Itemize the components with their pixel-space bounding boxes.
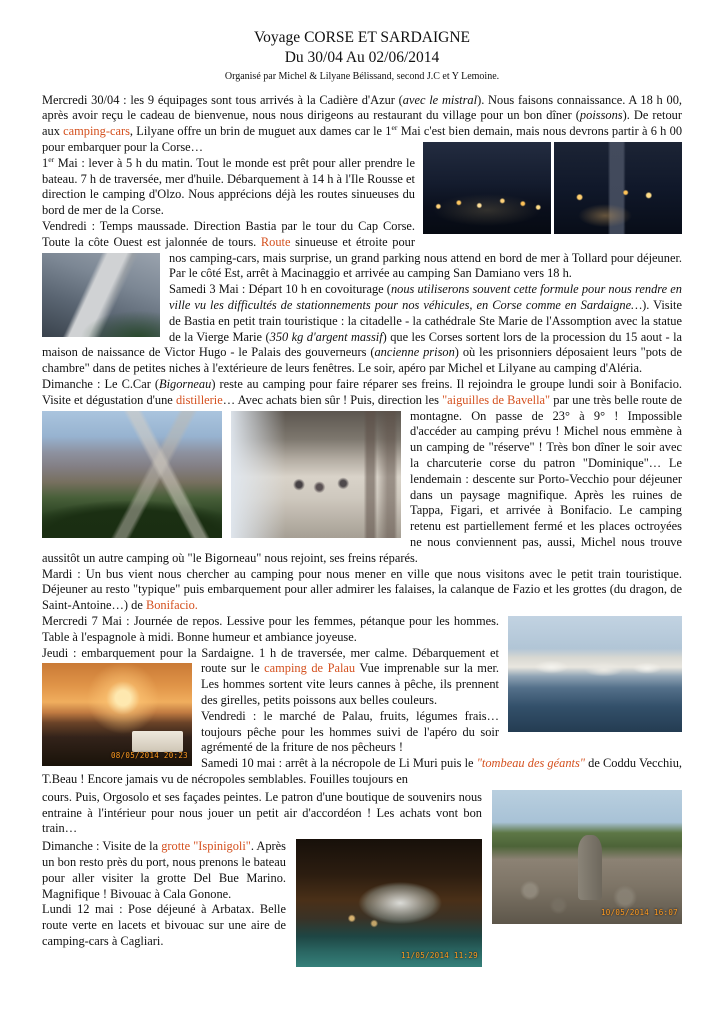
photo-tombeau-des-geants — [492, 790, 682, 924]
text-mercredi-7-mai: Mercredi 7 Mai : Journée de repos. Lessive pour les femmes, pétanque pour les hommes. Table à l'espagnole à midi. Bonne humeur et ambiance joyeuse. — [42, 613, 499, 644]
photo-gallery-visit — [231, 411, 401, 538]
text-vendredi-part2: nous attend en bord de mer à Tollard pour déjeuner. Par le côté Est, arrêt à Macinaggio et arrivée au camping San Damiano vers 18 h. — [169, 250, 682, 281]
document-title: Voyage CORSE ET SARDAIGNE — [253, 29, 470, 46]
photo-group-night-arrival — [423, 142, 682, 234]
standing-stone-shape — [578, 835, 603, 899]
photo-mountain-road — [42, 253, 160, 337]
text-mercredi-30-04-part1: Mercredi 30/04 : les 9 équipages sont tous arrivés à la Cadière d'Azur (avec le mistral). Nous faisons connaissance. A 18 h 00, après avoir reçu le cadeau de bienvenue, nous nous dirigeons au restaurant du village pour un bon dîner (poissons). De retour aux camping-cars, Lilyane offre un brin de muguet aux dames car le 1er Mai c'est bien demain, — [42, 92, 683, 139]
text-lundi-12-mai: Lundi 12 mai : Pose déjeuné à Arbatax. Belle route verte en lacets et bivouac sur une aire de camping-cars à Cagliari. — [42, 902, 286, 948]
paragraph-dimanche-bavella — [42, 377, 682, 567]
text-mercredi-30-04-part2: mais nous devrons partir à 6 h 00 pour embarquer pour la Corse… — [42, 124, 683, 155]
text-1er-mai: 1er Mai : lever à 5 h du matin. Tout le monde est prêt pour aller prendre le bateau. 7 h de traversée, mer d'huile. Débarquement à 14 h à l'Ile Rousse et direction le camping d'Olzo. Nous apprécions déjà les routes sinueuses du bord de mer de la Corse. — [42, 154, 415, 218]
text-orgosolo: cours. Puis, Orgosolo et ses façades peintes. Le patron d'une boutique de souvenirs nous entraine à l'intérieur pour nous jouer un petit air d'accordéon ! Les achats vont bon train… — [42, 789, 482, 836]
cave-text-column — [42, 839, 286, 967]
text-dimanche-grotte: Dimanche : Visite de la grotte "Ispinigoli". Après un bon resto près du port, nous prenons le bateau pour aller visiter la grotte Del Bue Marino. Magnifique ! Bivouac à Cala Gonone. — [42, 839, 286, 901]
photo-timestamp-sunset: 08/05/2014 20:23 — [110, 750, 188, 760]
text-samedi-3-mai: Samedi 3 Mai : Départ 10 h en covoiturage (nous utiliserons souvent cette formule pour nous rendre en ville vu les difficultés de stationnements pour nos véhicules, en Corse comme en Sardaigne…). Visite de Bastia en petit train touristique : la citadelle - la cathédrale Ste Marie de l'Assomption avec la statue de la Vierge Marie (350 kg d'argent massif) que les Corses sortent lors de la procession du 15 aout - la maison de naissance de Victor Hugo - le Palais des gouverneurs (ancienne prison) où les prisonniers déposaient leurs "pots de chambre" dans de petites niches à l'extérieure de leurs fenêtres. Le soir, apéro par Michel et Lilyane au camping d'Aléria. — [42, 282, 683, 376]
paragraph-lundi-12-mai — [42, 902, 286, 949]
photo-timestamp-ruins: 10/05/2014 16:07 — [600, 907, 678, 917]
text-dimanche-part1: Dimanche : Le C.Car (Bigorneau) reste au camping pour faire réparer ses freins. Il rejoindra le groupe lundi soir à Bonifacio. Visite et dégustation d'une distillerie… Avec achats bien sûr ! Puis, direction les "aiguilles de Bavella" par une — [42, 377, 683, 407]
document-body — [42, 93, 682, 967]
paragraph-mardi-bonifacio — [42, 567, 682, 614]
text-jeudi-part1: Jeudi : embarquement pour la Sardaigne. 1 h de traversée, mer calme. Débarquement et route sur le camping de Palau Vue imprenable sur la mer. — [42, 645, 499, 676]
paragraph-orgosolo — [42, 790, 482, 837]
text-mardi-bonifacio: Mardi : Un bus vient nous chercher au camping pour nous mener en ville que nous visitons avec le petit train touristique. Déjeuner au resto "typique" puis embarquement pour aller admirer les falaises, la calanque de Fazio et les grottes (du dragon, de Saint-Antoine…) de Bonifacio. — [42, 566, 682, 613]
bottom-section — [42, 790, 682, 967]
bottom-left-column — [42, 790, 482, 967]
paragraph-mercredi-7-mai — [42, 614, 682, 646]
paragraph-mercredi-30-04 — [42, 93, 682, 156]
photo-grotte — [296, 839, 482, 967]
bottom-right-column — [492, 790, 682, 967]
text-vendredi-marche: Vendredi : le marché de Palau, fruits, légumes frais… toujours pêche pour les hommes suivi de l'apéro du soir agrémenté de la friture de nos pêcheurs ! — [201, 708, 499, 755]
text-vendredi-part1: Vendredi : Temps maussade. Direction Bastia par le tour du Cap Corse. Toute la côte Ouest est jalonnée de tours. Route sinueuse et étroite pour nos camping-cars, mais surprise, un grand parking — [42, 219, 424, 265]
document-dates: Du 30/04 Au 02/06/2014 — [284, 48, 440, 66]
text-samedi-10-mai: Samedi 10 mai : arrêt à la nécropole de Li Muri puis le "tombeau des géants" de Coddu Vecchiu, T.Beau ! Encore jamais vu de nécropoles semblables. Fouilles toujours en — [42, 756, 682, 786]
photo-timestamp-cave: 11/05/2014 11:29 — [400, 951, 478, 961]
document-header — [42, 28, 682, 83]
photo-night-arrival-1 — [423, 142, 551, 234]
cave-row — [42, 839, 482, 967]
photo-night-arrival-2 — [554, 142, 682, 234]
text-dimanche-part2: très belle route de montagne. On passe de 23° à 9° ! Impossible d'accéder au camping prévu ! Michel nous emmène à un camping de "réserve" ! Très bon dîner le soir avec la charcuterie corse du patron "Dominique"… Le lendemain : descente sur Porto-Vecchio pour déjeuner dans un paysage magnifique. Après les ruines de Tappa, Figari, et arrivée à Bonifacio. Le camping retenu est partiellement fermé et les places octroyées ne nous conviennent pas, aussi, Michel nous trouve aussitôt un autre camping où "le Bigorneau" nous rejoint, ses freins réparés. — [42, 392, 682, 565]
paragraph-dimanche-grotte — [42, 839, 286, 902]
photo-bonifacio-harbor — [508, 616, 682, 732]
photo-aiguilles-bavella — [42, 411, 222, 538]
text-jeudi-part2: Les hommes sortent vite leurs cannes à pêche, ils prennent des girelles, petits poissons aux belles couleurs. — [201, 677, 499, 707]
document-organizers: Organisé par Michel & Lilyane Bélissand, second J.C et Y Lemoine. — [224, 70, 500, 82]
photo-sunset-campsite — [42, 663, 192, 766]
